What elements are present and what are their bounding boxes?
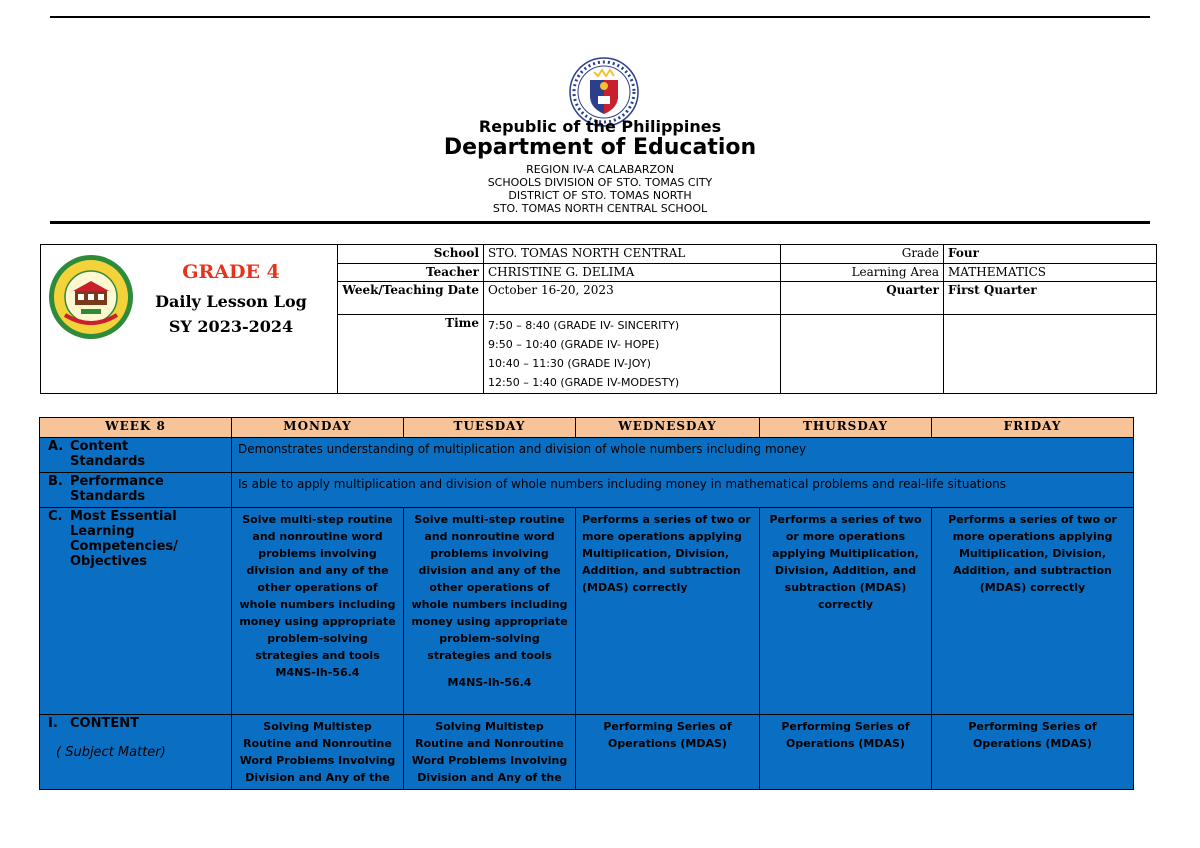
performance-standards-label: B. Performance Standards	[40, 473, 232, 508]
quarter-label: Quarter	[781, 282, 944, 315]
time-slot: 9:50 – 10:40 (GRADE IV- HOPE)	[488, 338, 660, 351]
competencies-label: C. Most Essential Learning Competencies/ Objectives	[40, 508, 232, 715]
tuesday-competency: Solve multi-step routine and nonroutine word problems involving division and any of the other operations of whole numbers including money using appropriate problem-solving strategies and tools M4NS-Ih-56.4	[404, 508, 576, 715]
content-standards-text: Demonstrates understanding of multiplication and division of whole numbers including money	[232, 438, 1134, 473]
friday-header: FRIDAY	[932, 418, 1134, 438]
school-line: STO. TOMAS NORTH CENTRAL SCHOOL	[492, 202, 708, 215]
monday-competency: Solve multi-step routine and nonroutine word problems involving division and any of the other operations of whole numbers including money using appropriate problem-solving strategies and tools M4NS-Ih-56.4	[232, 508, 404, 715]
weekly-plan-table	[39, 417, 1134, 790]
friday-competency: Performs a series of two or more operations applying Multiplication, Division, Addition, and subtraction (MDAS) correctly	[932, 508, 1134, 715]
content-standards-label: A. Content Standards	[40, 438, 232, 473]
time-slot: 10:40 – 11:30 (GRADE IV-JOY)	[488, 357, 651, 370]
division-line: SCHOOLS DIVISION OF STO. TOMAS CITY	[487, 176, 713, 189]
district-line: DISTRICT OF STO. TOMAS NORTH	[508, 189, 692, 202]
region-line: REGION IV-A CALABARZON	[526, 163, 674, 176]
grade-value: Four	[944, 245, 1157, 264]
department-heading: Department of Education	[443, 135, 757, 160]
grade-label: Grade	[781, 245, 944, 264]
grade-title: GRADE 4	[182, 261, 280, 283]
content-label: I. CONTENT ( Subject Matter)	[40, 715, 232, 790]
tuesday-content: Solving Multistep Routine and Nonroutine Word Problems Involving Division and Any of the	[404, 715, 576, 790]
time-values	[484, 315, 781, 394]
title-block	[41, 245, 338, 394]
week-date-value: October 16-20, 2023	[484, 282, 781, 315]
monday-content: Solving Multistep Routine and Nonroutine Word Problems Involving Division and Any of the	[232, 715, 404, 790]
tuesday-header: TUESDAY	[404, 418, 576, 438]
empty-cell	[944, 315, 1157, 394]
thursday-competency: Performs a series of two or more operations applying Multiplication, Division, Addition, and subtraction (MDAS) correctly	[760, 508, 932, 715]
lesson-info-table	[40, 244, 1157, 394]
thursday-content: Performing Series of Operations (MDAS)	[760, 715, 932, 790]
school-value: STO. TOMAS NORTH CENTRAL	[484, 245, 781, 264]
learning-area-label: Learning Area	[781, 263, 944, 282]
school-logo-icon	[47, 253, 135, 341]
school-year-title: SY 2023-2024	[168, 317, 294, 336]
performance-standards-text: Is able to apply multiplication and division of whole numbers including money in mathematical problems and real-life situations	[232, 473, 1134, 508]
learning-area-value: MATHEMATICS	[944, 263, 1157, 282]
wednesday-header: WEDNESDAY	[576, 418, 760, 438]
empty-cell	[781, 315, 944, 394]
monday-header: MONDAY	[232, 418, 404, 438]
republic-heading: Republic of the Philippines	[478, 117, 722, 136]
subject-matter-label: ( Subject Matter)	[56, 745, 166, 760]
teacher-value: CHRISTINE G. DELIMA	[484, 263, 781, 282]
thursday-header: THURSDAY	[760, 418, 932, 438]
daily-lesson-log-title: Daily Lesson Log	[155, 292, 307, 311]
header-rule	[50, 221, 1150, 224]
time-slot: 7:50 – 8:40 (GRADE IV- SINCERITY)	[488, 319, 680, 332]
wednesday-competency: Performs a series of two or more operations applying Multiplication, Division, Addition, and subtraction (MDAS) correctly	[576, 508, 760, 715]
quarter-value: First Quarter	[944, 282, 1157, 315]
top-rule	[50, 16, 1150, 18]
friday-content: Performing Series of Operations (MDAS)	[932, 715, 1134, 790]
competency-code: M4NS-Ih-56.4	[447, 676, 532, 689]
competency-code: M4NS-Ih-56.4	[275, 666, 360, 679]
school-label: School	[338, 245, 484, 264]
week-date-label: Week/Teaching Date	[338, 282, 484, 315]
wednesday-content: Performing Series of Operations (MDAS)	[576, 715, 760, 790]
week-header: WEEK 8	[40, 418, 232, 438]
time-label: Time	[338, 315, 484, 394]
teacher-label: Teacher	[338, 263, 484, 282]
time-slot: 12:50 – 1:40 (GRADE IV-MODESTY)	[488, 376, 680, 389]
